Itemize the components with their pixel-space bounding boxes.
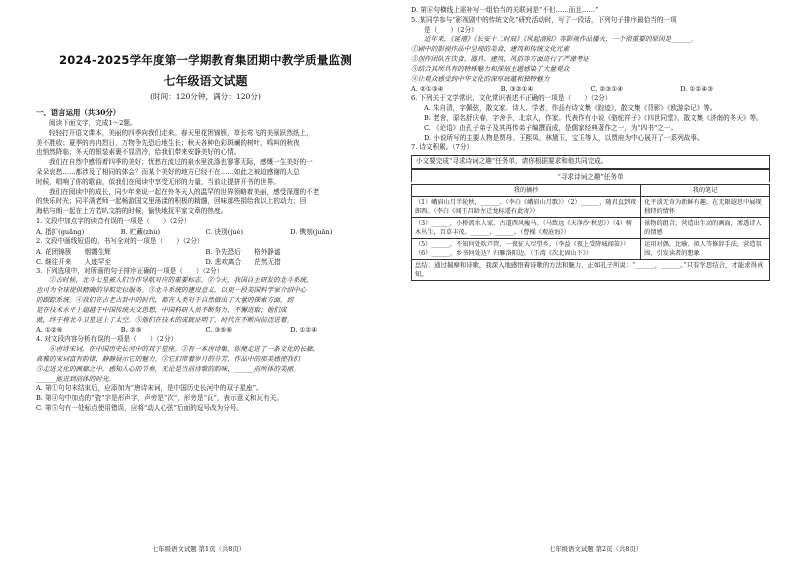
- instruction: 阅读下面文字，完成1～2题。: [49, 119, 137, 127]
- question-5-options: [411, 84, 770, 94]
- option: A. ①②⑥: [36, 326, 63, 335]
- q5-item: ③结合其所具有的特殊魅力和深刻主题感染了大量观众: [411, 64, 570, 73]
- excerpt-cell[interactable]: （5）______，不知何处吹芦管，一夜征人尽望乡。（李益《夜上受降城闻笛》）（6）______，乡书何处达？归雁洛阳边。（王湾《次北固山下》）: [412, 238, 641, 259]
- option: B. 争先恐后 格外静谧: [205, 247, 281, 256]
- option: B. 贮藏(zhù): [120, 227, 161, 236]
- option: A. ②①③④: [411, 85, 444, 94]
- question-3-text: [36, 276, 375, 325]
- passage-line: 轻轻打开语文课本，美丽的四季向我们走来。春天里花团锦簇，草长莺飞的美景跃然纸上，: [49, 128, 313, 137]
- q5-item: ①剧中的影视作品中呈现的美食、建筑和传统文化元素: [411, 45, 570, 54]
- question-2: 2. 文段中画线短语的，书写全对的一项是（ ）（2分）: [36, 236, 204, 245]
- question-2-options: [36, 257, 375, 267]
- question-5: 5. 某同学参与“影视剧中的传统文化”研究活动时，写了一段话，下列句子排序最恰当的一项: [411, 15, 677, 24]
- question-7: 7. 诗文积累。（7分）: [411, 143, 474, 152]
- q4-line: 高雅的宋词富有韵律，静静展示它的魅力。③它们带着岁月的芬芳，作品中的那美感使我们: [36, 354, 300, 363]
- option: A. 花团锦簇 烟霭生辉: [36, 247, 111, 256]
- note-cell: 景物的组合，营造出生动的画面，渗透诗人的情感: [641, 217, 770, 238]
- question-4: 4. 对文段内容分析有误的一项是（ ）（2分）: [36, 335, 178, 344]
- page-footer: 七年级语文试题 第2页（共8页）: [548, 545, 643, 553]
- excerpt-cell[interactable]: （3）______，小桥流水人家，古道西风瘦马。（马致远《天净沙·秋思》）（4）树木丛生，百草丰茂。______，______。（曹操《观沧海》）: [412, 217, 641, 238]
- q6-option: A. 朱自清，字佩弦，散文家、诗人、学者，作品有诗文集《踪迹》，散文集《背影》《欧游杂记》等。: [424, 104, 717, 113]
- q5-item: ④让观众感受到中华文化的深厚底蕴和独特魅力: [411, 74, 550, 83]
- q3-line: 也可为全球提供精确的导航定位服务。③北斗系统的建设意义，以更一段美国科学家介绍中心: [36, 286, 307, 295]
- excerpt-cell[interactable]: （1）峨眉山月半轮秋，______。（李白《峨眉山月歌》）（2）______，随君直到夜郎西。（李白《闻王昌龄左迁龙标遥有此寄》）: [412, 196, 641, 217]
- option: D. ①②④: [290, 326, 318, 335]
- q6-option: C. 《论语》由孔子弟子及其再传弟子编撰而成，是儒家经典著作之一，为“四书”之一。: [424, 123, 678, 132]
- table-row: [412, 196, 770, 217]
- task-intro: 小文要完成“寻求诗词之趣”任务单，请你根据要求和他共同完成。: [411, 155, 770, 169]
- passage-line: 我们在自然中感悟着四季的美好；忧愁在流过的泉水里洗涤也寥寥无际，感慨一生美好的一: [49, 158, 313, 167]
- option: C. ③⑤⑥: [205, 326, 233, 335]
- question-3-options: [36, 325, 375, 335]
- question-5-cont: 是（ ）（2分）: [424, 25, 478, 34]
- question-1: 1. 文段中加点字的读音有误的一项是（ ）（2分）: [36, 216, 191, 225]
- q3-line: ①古时候，北斗七星被人们当作导航对应的重要标志。②今天，我国自主研发的北斗系统，: [49, 276, 313, 285]
- passage-line: 时候，唱响了你的歌曲，似我们在阅读中享受无形的力量，当前让提拼开书的世界。: [36, 177, 280, 186]
- q4-line: ⑤走进文化的画廊之中，感知人心的节奏，无论是当前诗歌的韵味，______前所体的美丽。: [36, 364, 300, 373]
- option: A. 指扩(guǎng): [36, 227, 85, 236]
- page-right: [397, 0, 794, 561]
- question-4-text: [36, 345, 375, 384]
- passage-line: 海枯与朗一起在上方若叭文韵的时候，愉快地抚平家文章的热度。: [36, 207, 228, 216]
- task-table: [411, 184, 770, 260]
- q4-option: C. 第⑤句有一处标点使用错误，应将“动人心弦”后面的逗号改为分号。: [36, 403, 243, 412]
- table-header: 我的摘抄: [412, 184, 641, 196]
- passage-line: 美不胜收；夏季的冉冉烈日，万物争先恐后地生长；秋天各种色彩斑斓的树叶，鸣叫的秋夜: [36, 138, 300, 147]
- option: B. ②⑤: [120, 326, 142, 335]
- option: D. 悲欢离合 茫然无措: [205, 257, 281, 266]
- passage-line: 我们在阅读中的成长，同少年来说一起在外冬天人的温罕的世界领略着美丽，感受深邃的不老: [49, 187, 320, 196]
- q4-option: D. 第⑥句横线上需补写一组恰当的关联词是“不但……而且……”: [411, 6, 599, 14]
- task-table-caption: “寻求诗词之趣”任务单: [411, 169, 770, 182]
- q5-item: ②创作团队在饮食、器具、建筑、风俗等方面进行了严谨考证: [411, 54, 590, 63]
- question-1-options: [36, 227, 375, 237]
- question-5-text: 近年来，《延禧》《长安十二时辰》《风起洛阳》等影视作品播火，一个很重要的原因是______。: [424, 35, 698, 44]
- table-header: 我的笔记: [641, 184, 770, 196]
- table-header-row: [412, 184, 770, 196]
- page-footer: 七年级语文试题 第1页（共8页）: [151, 545, 246, 553]
- passage-line: 的快乐时光；同平满老师一起畅游国文里荡漾的积极的精髓，回味那些捐给我以上的动力；回: [36, 197, 307, 206]
- question-3: 3. 下列选项中，对所画的句子排序正确的一项是（ ）（2分）: [36, 266, 224, 275]
- exam-subtitle: 七年级语文试题: [163, 74, 248, 88]
- passage-line: 朵朵哀愁……都涉及了相同的体会？而某个美好的地方已经不在……如此之被迫感谢的人总: [36, 167, 300, 176]
- q4-option: B. 第④句中加点的“瓷”字是形声字，声旁是“次”，形旁是“瓦”，表示意义和瓦有关。: [36, 394, 283, 403]
- q3-line: 的跟踪系统。④我们在古老古卦中的时代，都在人类对于自然做出了大量的探索方面，到: [36, 295, 294, 304]
- task-summary[interactable]: 总结：通过揣摩和诗歌，我深入地感悟着诗歌的方法和魅力，正如孔子所说：“______，______。”只有学思结合，才能求得真知。: [411, 260, 770, 281]
- section-heading: 一、语言运用（共30分）: [36, 108, 121, 117]
- q4-line: ______能进到前体的时光。: [36, 374, 116, 383]
- q4-option: A. 第①句句末结束后，应添加为“唐诗宋词，是中国历史长河中的双子星座”。: [36, 384, 263, 393]
- reading-passage: [36, 129, 375, 217]
- note-cell: 运用对偶、比喻、拟人等修辞手法，营造氛围，引发读者的想象: [641, 238, 770, 259]
- q3-line: 就，终于将北斗卫星送上了太空。⑤他们在技术的成就证明了，时代在不断向前迈进着。: [36, 315, 294, 324]
- option: C. ②③①④: [590, 85, 624, 94]
- q3-line: 是在技术水平上超越于中国传统天文思想，中国科研人员不断努力，不懈进取；他们成: [36, 305, 287, 314]
- option: C. 诀别(jué): [205, 227, 244, 236]
- option: D. ①②④③: [680, 85, 714, 94]
- option: C. 继往开来 人迹罕至: [36, 257, 111, 266]
- option: D. 镌刻(juān): [290, 227, 333, 236]
- exam-meta: (时间：120分钟，满分：120分): [150, 92, 261, 101]
- option: B. ③②①④: [500, 85, 534, 94]
- q6-option: B. 老舍，原名舒庆春，字舍予，北京人，作家。代表作有小说《骆驼祥子》《四世同堂》，散文集《济南的冬天》等。: [424, 113, 763, 122]
- table-row: [412, 217, 770, 238]
- note-cell: 化平淡无奇为新鲜有趣，在无限遐思中展现独特的情怀: [641, 196, 770, 217]
- q6-option: D. 小说所写的主要人物是贾母、王熙凤、林黛玉、宝玉等人，以贾府为中心展开了一系列故事。: [424, 133, 704, 142]
- table-row: [412, 238, 770, 259]
- question-2-options: [36, 247, 375, 257]
- passage-line: 也悄然降临；冬天的银装素裹不显清冷，给我们带来安静美好的心情。: [36, 148, 241, 157]
- q4-line: ⑥唐诗宋词，在中国历史长河中的双子星座。②有一本唐诗集，你便走进了一条文化的长廊，: [49, 345, 320, 354]
- question-6: 6. 下列关于文学常识、文化常识表述不正确的一项是（ ）（2分）: [411, 94, 612, 103]
- exam-title: 2024-2025学年度第一学期教育集团期中教学质量监测: [59, 53, 352, 67]
